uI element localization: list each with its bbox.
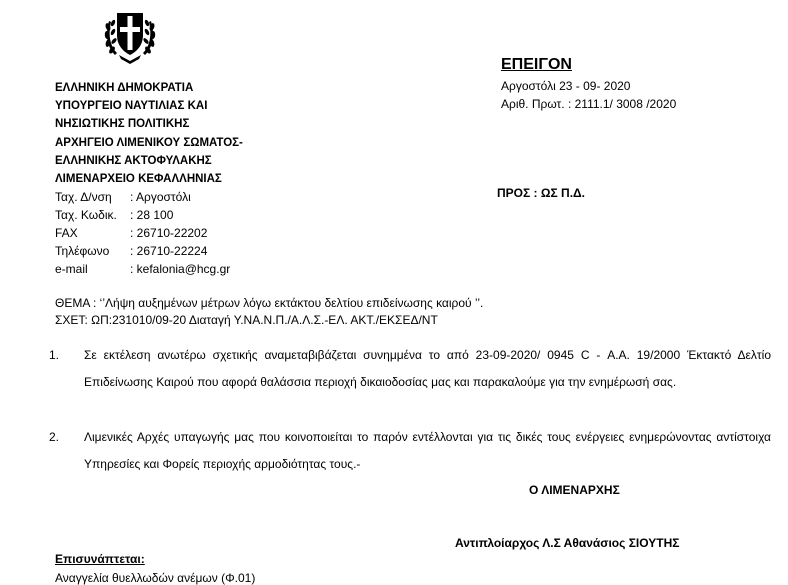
item-number: 1.	[49, 348, 60, 362]
authority-line: ΥΠΟΥΡΓΕΙΟ ΝΑΥΤΙΛΙΑΣ ΚΑΙ	[55, 100, 208, 113]
authority-line: ΑΡΧΗΓΕΙΟ ΛΙΜΕΝΙΚΟΥ ΣΩΜΑΤΟΣ-	[55, 136, 243, 149]
contact-label: FAX	[55, 226, 78, 240]
protocol-number: Αριθ. Πρωτ. : 2111.1/ 3008 /2020	[501, 97, 677, 111]
authority-line: ΛΙΜΕΝΑΡΧΕΙΟ ΚΕΦΑΛΛΗΝΙΑΣ	[55, 173, 222, 186]
authority-line: ΕΛΛΗΝΙΚΗ ΔΗΜΟΚΡΑΤΙΑ	[55, 82, 194, 94]
enclosures-heading: Επισυνάπτεται:	[55, 552, 145, 566]
issuing-authority	[55, 79, 243, 188]
signatory-title: Ο ΛΙΜΕΝΑΡΧΗΣ	[529, 483, 620, 497]
document-date: Αργοστόλι 23 - 09- 2020	[501, 79, 631, 93]
reference-line: ΣΧΕΤ: ΩΠ:231010/09-20 Διαταγή Υ.ΝΑ.Ν.Π./Α.Λ.Σ.-ΕΛ. ΑΚΤ./ΕΚΣΕΔ/ΝΤ	[55, 313, 438, 327]
contact-value: : 28 100	[130, 208, 174, 222]
item-text: Σε εκτέλεση ανωτέρω σχετικής αναμεταβιβάζεται συνημμένα το από 23-09-2020/ 0945 C - Α.Α. 19/2000 Έκτακτό Δελτίο Επιδείνωσης Καιρού που αφορά θαλάσσια περιοχή δικαιοδοσίας μας και παρακαλούμε για την ενημέρωσή σας.	[84, 348, 771, 389]
subject-line: ΘΕΜΑ : ‘’Λήψη αυξημένων μέτρων λόγω εκτάκτου δελτίου επιδείνωσης καιρού ’’.	[55, 296, 484, 310]
item-text: Λιμενικές Αρχές υπαγωγής μας που κοινοποιείται το παρόν εντέλλονται για τις δικές τους ενέργειες ενημερώνοντας αντίστοιχα Υπηρεσίες και Φορείς περιοχής αρμοδιότητας τους.-	[84, 430, 771, 471]
contact-label: e-mail	[55, 262, 88, 276]
contact-value: : kefalonia@hcg.gr	[130, 262, 231, 276]
contact-value: : Αργοστόλι	[130, 190, 191, 204]
contact-value: : 26710-22224	[130, 244, 208, 258]
contact-label: Ταχ. Δ/νση	[55, 190, 112, 204]
authority-line: ΕΛΛΗΝΙΚΗΣ ΑΚΤΟΦΥΛΑΚΗΣ	[55, 154, 212, 167]
urgent-label: ΕΠΕΙΓΟΝ	[501, 56, 572, 73]
enclosure-item: Αναγγελία θυελλωδών ανέμων (Φ.01)	[55, 571, 256, 585]
list-item	[49, 342, 771, 395]
contact-label: Ταχ. Κωδικ.	[55, 208, 117, 222]
contact-value: : 26710-22202	[130, 226, 208, 240]
contact-label: Τηλέφωνο	[55, 244, 110, 258]
signatory-name: Αντιπλοίαρχος Λ.Σ Αθανάσιος ΣΙΟΥΤΗΣ	[455, 536, 680, 550]
authority-line: ΝΗΣΙΩΤΙΚΗΣ ΠΟΛΙΤΙΚΗΣ	[55, 118, 190, 131]
list-item	[49, 424, 771, 477]
greek-coat-of-arms-icon	[101, 5, 159, 65]
item-number: 2.	[49, 430, 60, 444]
recipient-line: ΠΡΟΣ : ΩΣ Π.Δ.	[497, 186, 585, 200]
